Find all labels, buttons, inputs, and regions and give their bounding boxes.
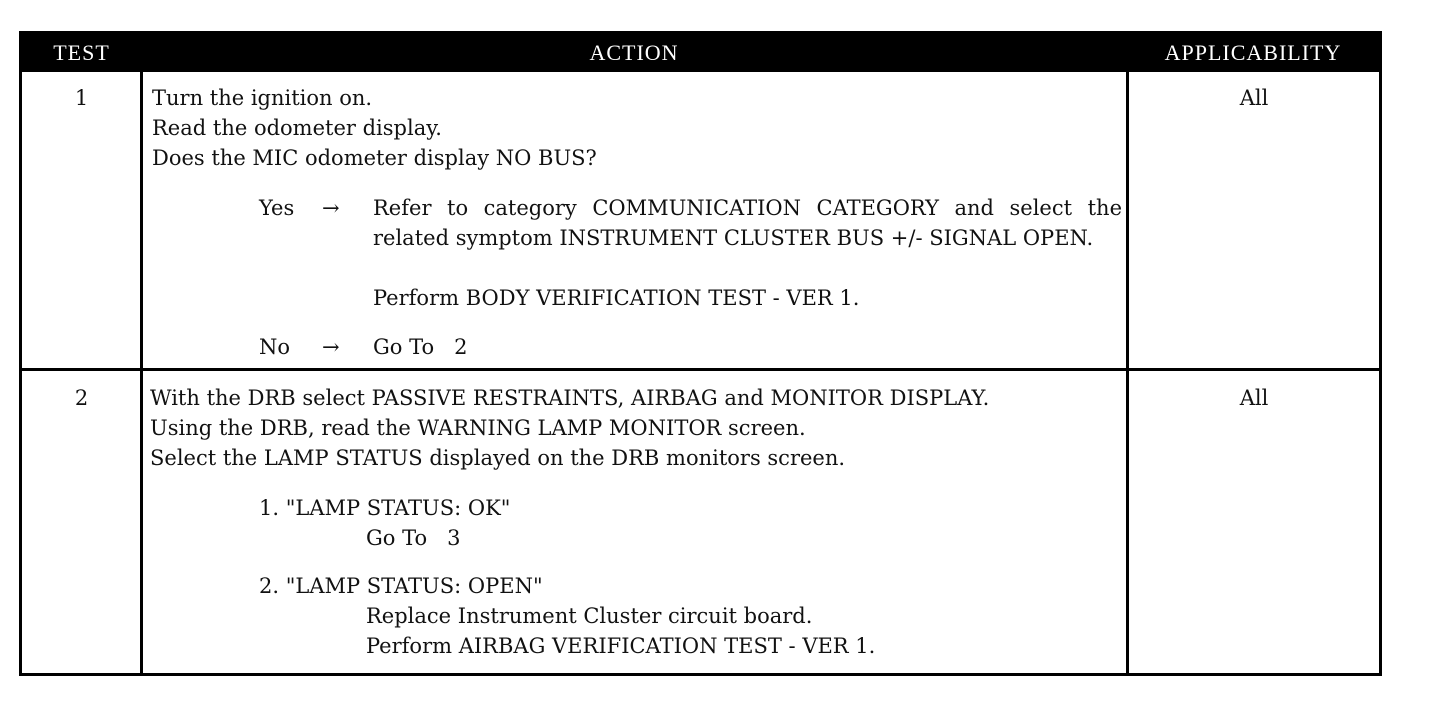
yes-label: Yes xyxy=(259,196,295,220)
option-open-result: Replace Instrument Cluster circuit board. xyxy=(366,604,813,628)
action-line: Turn the ignition on. xyxy=(152,86,373,110)
row-divider xyxy=(22,368,1379,371)
table-header xyxy=(22,34,1379,72)
action-line: Read the odometer display. xyxy=(152,116,442,140)
applicability-value: All xyxy=(1239,86,1269,110)
action-line: Does the MIC odometer display NO BUS? xyxy=(152,146,597,170)
yes-result-verification: Perform BODY VERIFICATION TEST - VER 1. xyxy=(373,286,860,310)
option-ok-result: Go To 3 xyxy=(366,526,461,550)
action-line: Using the DRB, read the WARNING LAMP MONITOR screen. xyxy=(150,416,806,440)
column-divider xyxy=(1126,72,1129,673)
test-number: 1 xyxy=(74,86,89,110)
option-open-verification: Perform AIRBAG VERIFICATION TEST - VER 1. xyxy=(366,634,876,658)
option-ok: 1. "LAMP STATUS: OK" xyxy=(259,496,511,520)
applicability-value: All xyxy=(1239,386,1269,410)
action-line: Select the LAMP STATUS displayed on the DRB monitors screen. xyxy=(150,446,846,470)
no-label: No xyxy=(259,335,291,359)
arrow-icon: → xyxy=(322,196,340,220)
no-result: Go To 2 xyxy=(373,335,468,359)
header-test: TEST xyxy=(53,40,110,65)
test-number: 2 xyxy=(74,386,89,410)
procedure-table xyxy=(19,31,1382,676)
header-applicability: APPLICABILITY xyxy=(1164,40,1342,65)
action-line: With the DRB select PASSIVE RESTRAINTS, AIRBAG and MONITOR DISPLAY. xyxy=(150,386,990,410)
header-action: ACTION xyxy=(589,40,679,65)
yes-result: Refer to category COMMUNICATION CATEGORY and select the related symptom INSTRUMENT CLUSTER BUS +/- SIGNAL OPEN. xyxy=(373,196,1122,250)
arrow-icon: → xyxy=(322,335,340,359)
option-open: 2. "LAMP STATUS: OPEN" xyxy=(259,574,543,598)
column-divider xyxy=(140,72,143,673)
